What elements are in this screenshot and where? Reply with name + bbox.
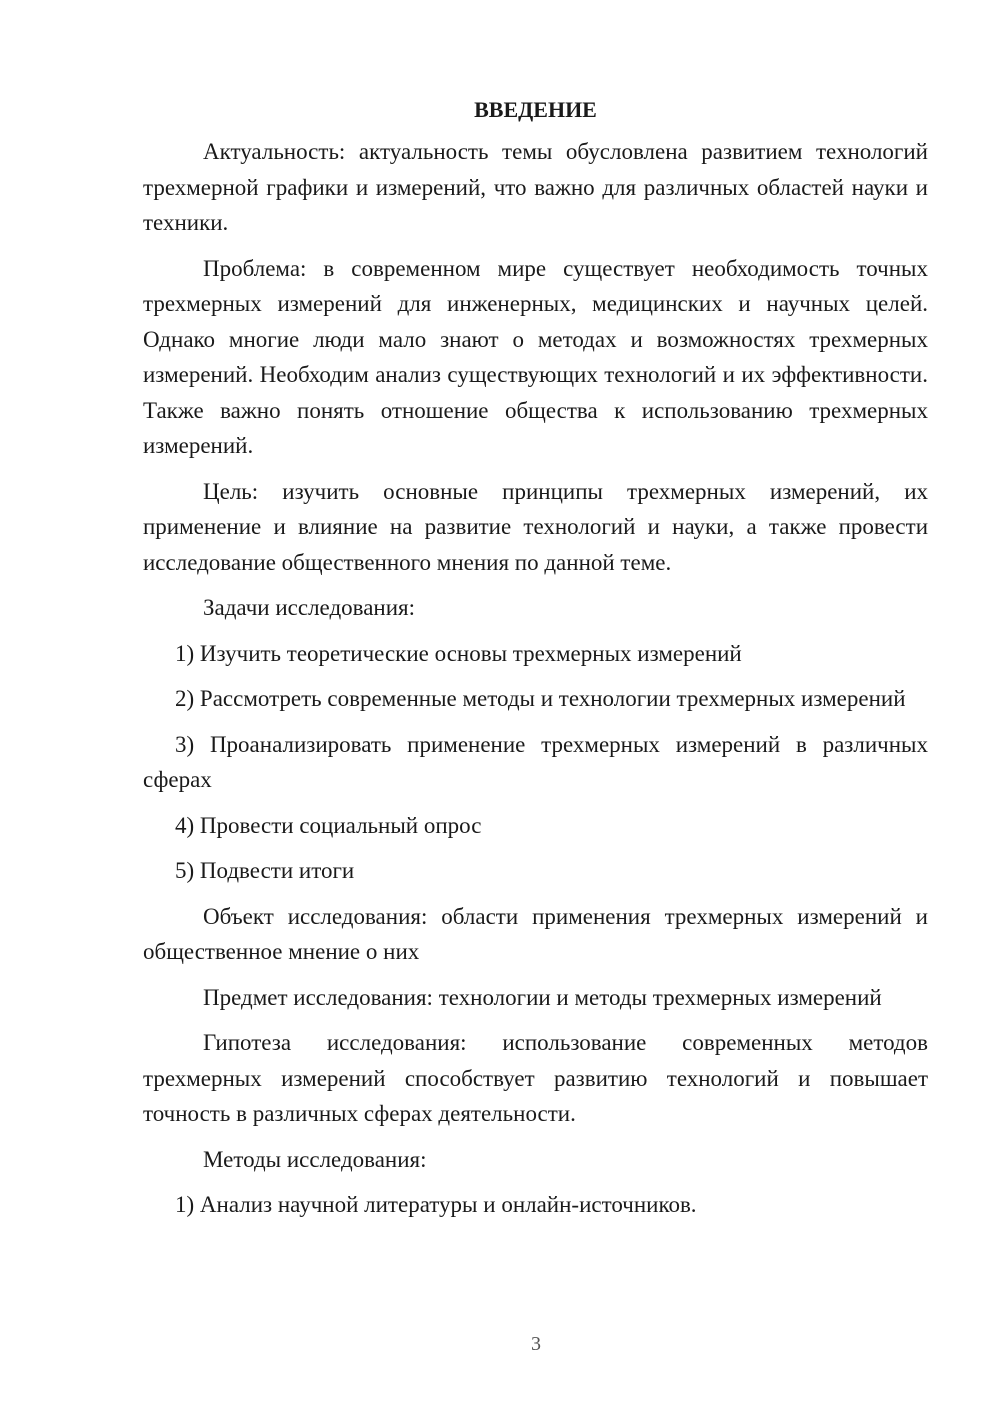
page-title: ВВЕДЕНИЕ [474,97,597,122]
list-item: 1) Изучить теоретические основы трехмерных измерений [175,640,742,666]
paragraph-problem: Проблема: в современном мире существует необходимость точных трехмерных измерений для инженерных, медицинских и научных целей. Однако многие люди мало знают о методах и возможностях трехмерных измерений. Необходим анализ существующих технологий и их эффективности. Также важно понять отношение общества к использованию трехмерных измерений. [143,255,928,458]
list-item: 1) Анализ научной литературы и онлайн-источников. [175,1192,697,1217]
list-item: 3) Проанализировать применение трехмерных измерений в различных сферах [143,731,928,792]
paragraph-goal: Цель: изучить основные принципы трехмерных измерений, их применение и влияние на развитие технологий и науки, а также провести исследование общественного мнения по данной теме. [143,478,928,575]
paragraph-methods-heading: Методы исследования: [203,1146,427,1172]
paragraph-hypothesis: Гипотеза исследования: использование современных методов трехмерных измерений способствует развитию технологий и повышает точность в различных сферах деятельности. [143,1030,928,1126]
paragraph-subject: Предмет исследования: технологии и методы трехмерных измерений [203,984,882,1010]
list-item: 4) Провести социальный опрос [175,812,482,838]
paragraph-object: Объект исследования: области применения трехмерных измерений и общественное мнение о них [143,903,928,964]
paragraph-relevance: Актуальность: актуальность темы обусловлена развитием технологий трехмерной графики и измерений, что важно для различных областей науки и техники. [143,139,928,235]
list-item: 5) Подвести итоги [175,858,355,883]
page-content [143,92,928,1233]
page-number: 3 [531,1333,541,1355]
list-item: 2) Рассмотреть современные методы и технологии трехмерных измерений [175,686,906,711]
paragraph-tasks-heading: Задачи исследования: [203,595,416,620]
